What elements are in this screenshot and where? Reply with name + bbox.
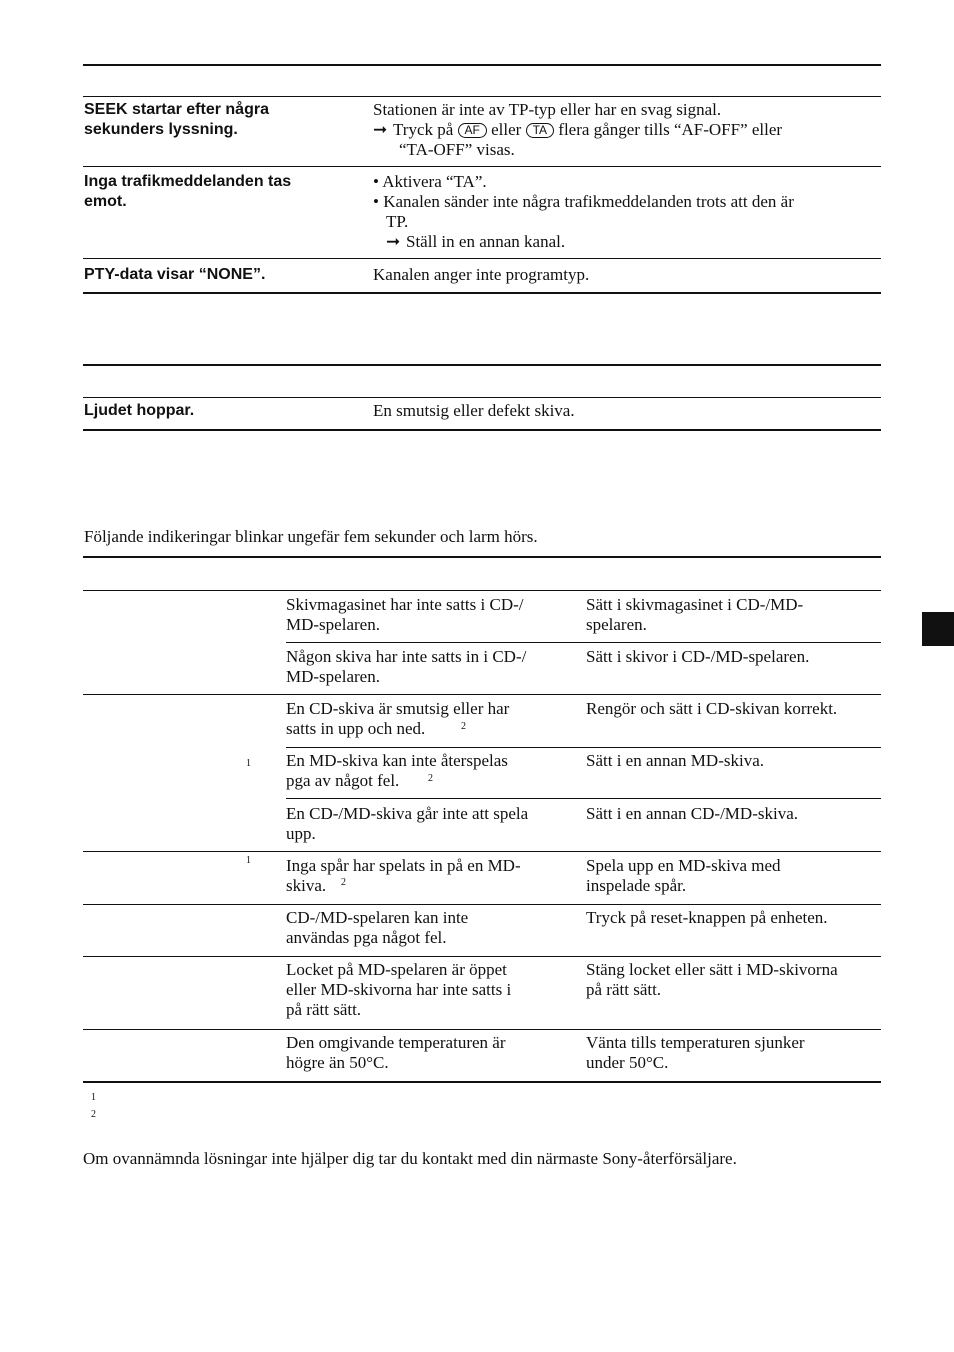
footnote-2: 2 (91, 1109, 96, 1120)
table-bottom-rule (83, 429, 881, 431)
cause-cell: En CD-skiva är smutsig eller har satts in upp och ned. (286, 699, 510, 738)
problem-skip: Ljudet hoppar. (84, 402, 195, 419)
table-header-rule (83, 397, 881, 398)
cause-cell: En CD-/MD-skiva går inte att spela upp. (286, 804, 529, 843)
remedy-cell: Sätt i en annan CD-/MD-skiva. (586, 804, 798, 823)
cause-pty: Kanalen anger inte programtyp. (373, 265, 590, 284)
remedy-cell: Rengör och sätt i CD-skivan korrekt. (586, 699, 838, 718)
arrow-right-icon: ➞ (386, 232, 401, 251)
remedy-seek: ➞ Tryck på AF eller TA flera gånger tills “AF-OFF” eller (373, 120, 783, 139)
cause-cell: Någon skiva har inte satts in i CD-/ MD-spelaren. (286, 647, 527, 686)
cause-cell: Skivmagasinet har inte satts i CD-/ MD-spelaren. (286, 595, 524, 634)
section-tab-marker (922, 612, 954, 646)
section-rule-top (83, 364, 881, 366)
cause-cell: Den omgivande temperaturen är högre än 50°C. (286, 1033, 506, 1072)
footnote-ref: 2 (461, 721, 466, 732)
row-divider (83, 1029, 881, 1030)
row-divider (83, 851, 881, 852)
footnote-ref: 1 (246, 855, 251, 866)
problem-pty: PTY-data visar “NONE”. (84, 266, 266, 283)
list-item: • Aktivera “TA”. (373, 172, 487, 191)
cause-seek: Stationen är inte av TP-typ eller har en svag signal. ➞ Tryck på AF eller TA flera gånger tills “AF-OFF” eller “TA-OFF” visas. (373, 100, 881, 160)
arrow-right-icon: ➞ (373, 120, 388, 139)
af-button-icon: AF (458, 123, 487, 138)
problem-seek: SEEK startar efter några sekunders lyssning. (84, 101, 269, 138)
table-header-rule (83, 590, 881, 591)
row-divider (83, 904, 881, 905)
footnote-ref: 2 (428, 773, 433, 784)
row-divider (83, 258, 881, 259)
row-divider (286, 798, 881, 799)
footnote-1: 1 (91, 1092, 96, 1103)
cause-cell: Inga spår har spelats in på en MD- skiva. (286, 856, 521, 895)
cause-cell: En MD-skiva kan inte återspelas pga av något fel. (286, 751, 508, 790)
remedy-cell: Vänta tills temperaturen sjunker under 50°C. (586, 1033, 805, 1072)
problem-traffic: Inga trafikmeddelanden tas emot. (84, 173, 292, 210)
section-rule-top (83, 556, 881, 558)
cause-cell: Locket på MD-spelaren är öppet eller MD-skivorna har inte satts i på rätt sätt. (286, 960, 512, 1019)
remedy-cell: Stäng locket eller sätt i MD-skivorna på rätt sätt. (586, 960, 838, 999)
ta-button-icon: TA (526, 123, 554, 138)
footnote-ref: 2 (341, 877, 346, 888)
table-bottom-rule (83, 1081, 881, 1083)
remedy-traffic: ➞ Ställ in en annan kanal. (386, 232, 566, 251)
row-divider (83, 694, 881, 695)
table-bottom-rule (83, 292, 881, 294)
row-divider (83, 956, 881, 957)
remedy-cell: Sätt i skivor i CD-/MD-spelaren. (586, 647, 810, 666)
row-divider (286, 747, 881, 748)
list-item: • Kanalen sänder inte några trafikmeddelanden trots att den är (373, 192, 794, 211)
remedy-cell: Tryck på reset-knappen på enheten. (586, 908, 828, 927)
table-header-rule (83, 96, 881, 97)
cause-skip: En smutsig eller defekt skiva. (373, 401, 575, 420)
remedy-cell: Spela upp en MD-skiva med inspelade spår. (586, 856, 781, 895)
cause-cell: CD-/MD-spelaren kan inte användas pga något fel. (286, 908, 469, 947)
section-rule-top (83, 64, 881, 66)
messages-intro: Följande indikeringar blinkar ungefär fem sekunder och larm hörs. (84, 527, 538, 546)
cause-traffic: • Aktivera “TA”. • Kanalen sänder inte några trafikmeddelanden trots att den är TP. ➞ Ställ in en annan kanal. (373, 172, 881, 252)
row-divider (286, 642, 881, 643)
remedy-cell: Sätt i skivmagasinet i CD-/MD- spelaren. (586, 595, 804, 634)
remedy-cell: Sätt i en annan MD-skiva. (586, 751, 764, 770)
row-divider (83, 166, 881, 167)
closing-text: Om ovannämnda lösningar inte hjälper dig tar du kontakt med din närmaste Sony-återförsäljare. (83, 1149, 737, 1168)
footnote-ref: 1 (246, 758, 251, 769)
